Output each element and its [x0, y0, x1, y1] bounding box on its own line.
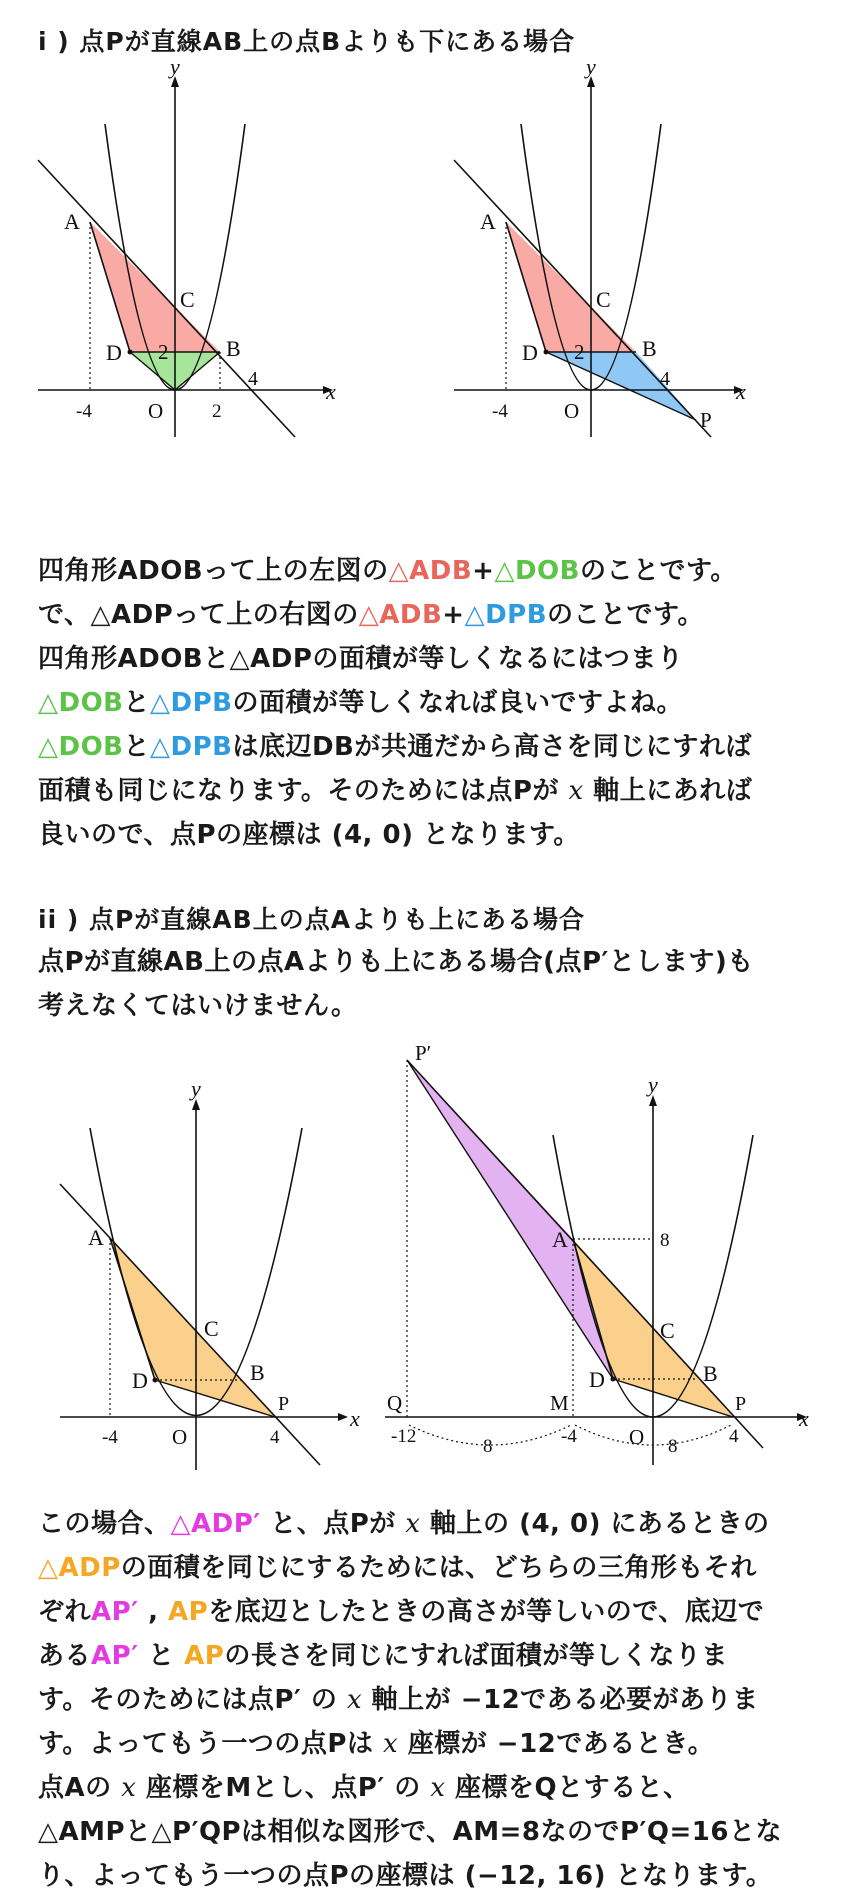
label-A: A [552, 1227, 568, 1252]
label-C: C [660, 1318, 675, 1343]
figure-section2-left [60, 1076, 380, 1470]
label-2-y: 2 [574, 340, 585, 364]
figure-section1-right [454, 54, 824, 447]
dot-D [544, 350, 549, 355]
dot-D [128, 350, 133, 355]
label-D: D [522, 340, 538, 365]
label-M: M [550, 1391, 569, 1415]
label-origin: O [148, 399, 164, 423]
label-brace-8b: 8 [668, 1436, 678, 1457]
tick-2: 2 [212, 401, 222, 422]
label-D: D [106, 340, 122, 365]
label-B: B [703, 1361, 718, 1386]
label-origin: O [564, 399, 580, 423]
label-x-axis: x [326, 379, 336, 404]
figure-section1-left [38, 54, 408, 447]
label-x-axis: x [799, 1406, 809, 1431]
label-origin: O [629, 1425, 645, 1449]
figure-section2-right [385, 1040, 815, 1470]
tick-4: 4 [729, 1426, 739, 1447]
label-4: 4 [248, 368, 258, 390]
label-B: B [250, 1360, 265, 1385]
label-y-axis: y [586, 54, 596, 79]
tick-neg4: -4 [561, 1426, 577, 1447]
line-AB [454, 160, 711, 437]
section1-heading: i ) 点Pが直線AB上の点Bよりも下にある場合 [38, 27, 576, 56]
line-PprimeP [407, 1060, 763, 1448]
label-y-axis: y [170, 54, 180, 79]
section1-explanation: 四角形ADOBって上の左図の△ADB+△DOBのことです。 で、△ADPって上の右図の△ADB+△DPBのことです。 四角形ADOBと△ADPの面積が等しくなるにはつまり △DOBと△DPBの面積が等しくなれば良いですよね。 △DOBと△DPBは底辺DBが共通だから高さを同じにすれば 面積も同じになります。そのためには点Pが x 軸上にあれば 良いので、点Pの座標は (4, 0) となります。 [38, 556, 753, 850]
label-C: C [596, 287, 611, 312]
label-C: C [180, 287, 195, 312]
label-B: B [226, 336, 241, 361]
label-Pprime: P′ [415, 1041, 432, 1065]
section2-explanation: この場合、△ADP′ と、点Pが x 軸上の (4, 0) にあるときの △ADPの面積を同じにするためには、どちらの三角形もそれ ぞれAP′ , APを底辺としたときの高さが等しいので、底辺で あるAP′ と APの長さを同じにすれば面積が等しくなりま す。そのためには点P′ の x 軸上が −12である必要がありま す。よってもう一つの点Pは x 座標が −12であるとき。 点Aの x 座標をMとし、点P′ の x 座標をQとすると、 △AMPと△P′QPは相似な図形で、AM=8なのでP′Q=16とな り、よってもう一つの点Pの座標は (−12, 16) となります。 [38, 1509, 782, 1891]
segment-PprimeD [407, 1060, 613, 1379]
label-D: D [589, 1367, 605, 1392]
label-4: 4 [660, 368, 670, 390]
x-axis-arrow [338, 1413, 348, 1421]
dot-D [611, 1377, 616, 1382]
label-y-axis: y [191, 1076, 201, 1101]
label-8-y: 8 [660, 1230, 670, 1251]
tick-4: 4 [270, 1427, 280, 1448]
dot-D [153, 1378, 158, 1383]
label-A: A [88, 1225, 104, 1250]
label-P: P [735, 1393, 747, 1415]
tick-neg4: -4 [76, 401, 92, 422]
label-P: P [700, 408, 712, 432]
label-origin: O [172, 1425, 188, 1449]
line-AB [38, 160, 295, 437]
label-A: A [480, 209, 496, 234]
label-Q: Q [387, 1391, 403, 1415]
label-y-axis: y [648, 1072, 658, 1097]
label-2-y: 2 [158, 340, 169, 364]
section2-heading: ii ) 点Pが直線AB上の点Aよりも上にある場合 [38, 905, 586, 934]
tick-neg4: -4 [102, 1427, 118, 1448]
label-C: C [204, 1316, 219, 1341]
label-x-axis: x [736, 379, 746, 404]
tick-neg4: -4 [492, 401, 508, 422]
label-x-axis: x [350, 1406, 360, 1431]
label-A: A [64, 209, 80, 234]
section2-intro: 点Pが直線AB上の点Aよりも上にある場合(点P′とします)も 考えなくてはいけません。 [38, 947, 754, 1021]
label-brace-8a: 8 [483, 1436, 493, 1457]
label-P: P [278, 1393, 290, 1415]
label-D: D [132, 1368, 148, 1393]
tick-neg12: -12 [391, 1426, 417, 1447]
label-B: B [642, 336, 657, 361]
